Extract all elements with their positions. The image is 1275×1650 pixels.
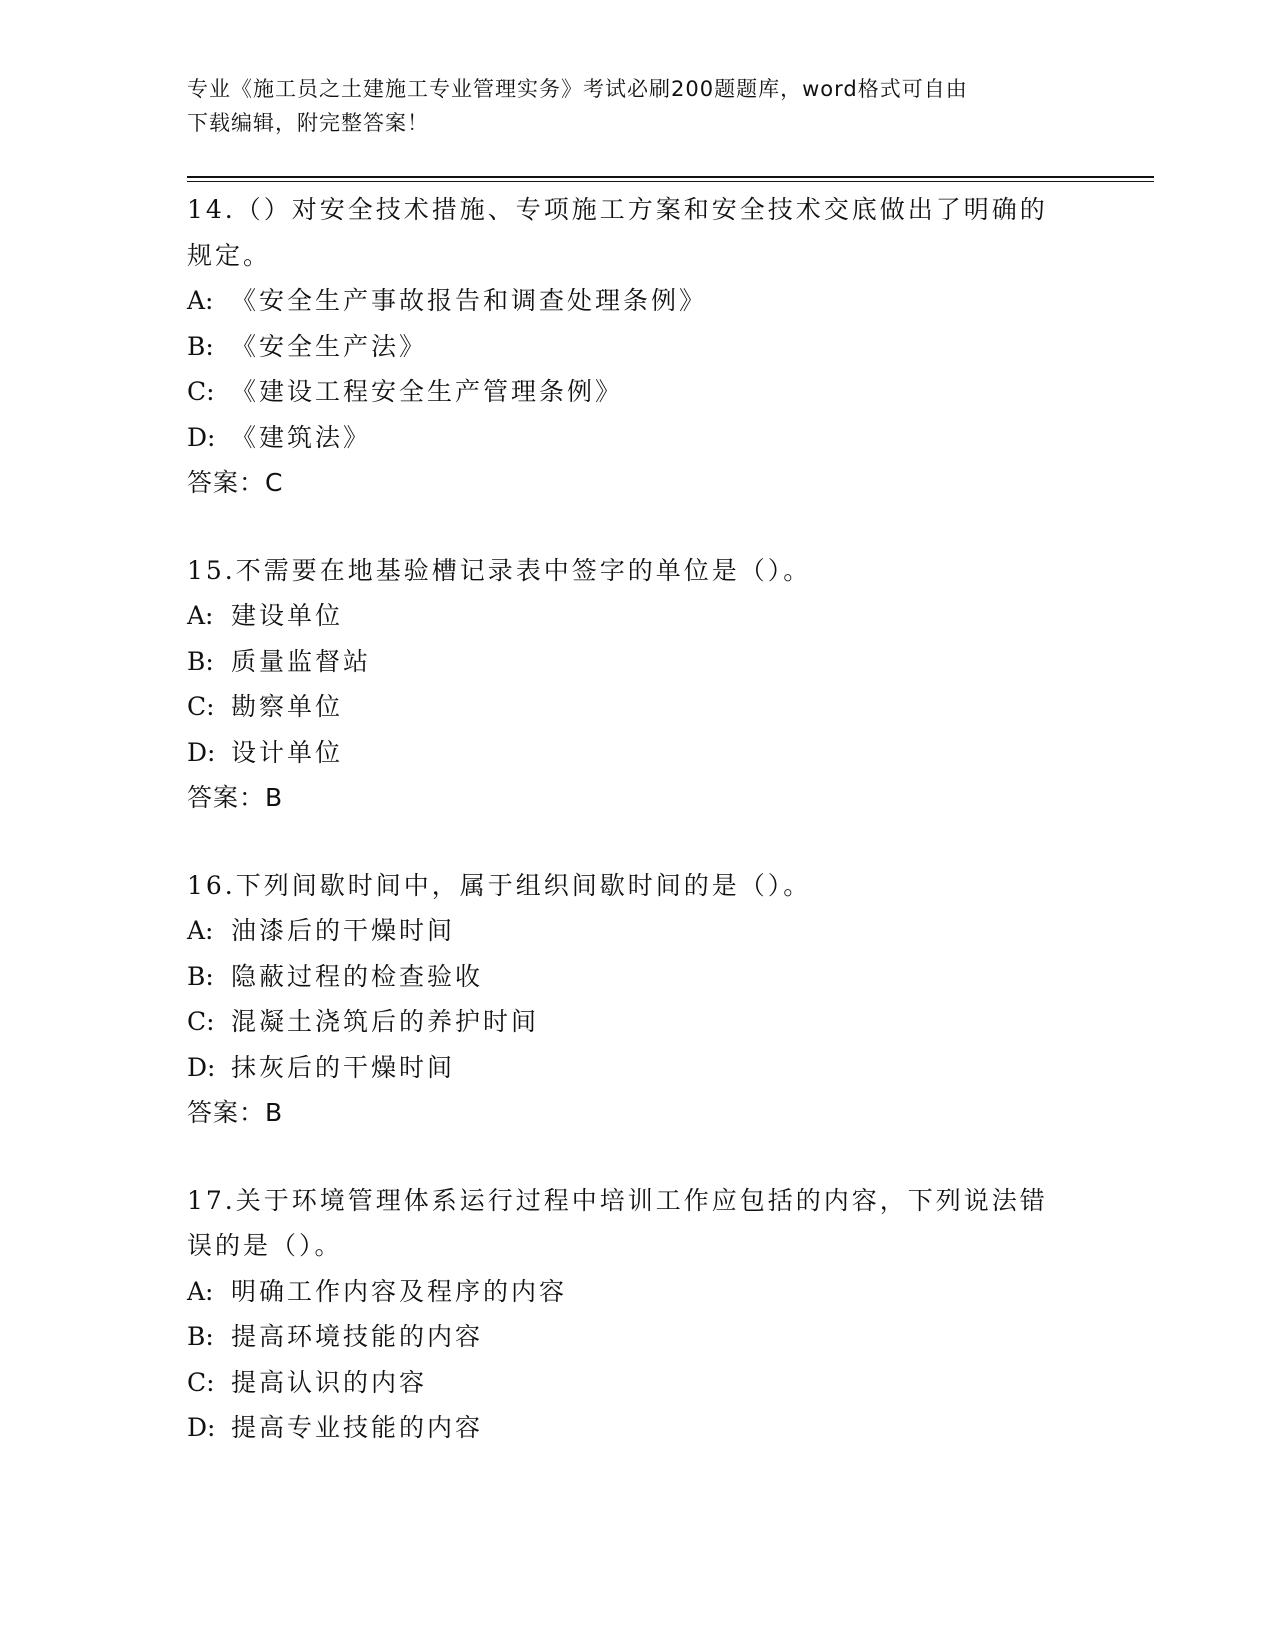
option-text: 《安全生产法》	[231, 331, 428, 361]
option-letter: B:	[187, 331, 214, 361]
option-letter: A:	[187, 286, 214, 315]
question-stem-line: 17.关于环境管理体系运行过程中培训工作应包括的内容，下列说法错	[187, 1185, 1048, 1215]
option-c	[187, 999, 1087, 1045]
option-c	[187, 1360, 1087, 1406]
option-b	[187, 1314, 1087, 1360]
option-text: 混凝土浇筑后的养护时间	[231, 1007, 540, 1036]
option-letter: A:	[187, 601, 214, 630]
option-letter: C:	[187, 692, 215, 721]
option-d	[187, 415, 1087, 461]
option-letter: B:	[187, 961, 214, 991]
question-stem-line: 误的是（）。	[187, 1231, 343, 1260]
document-header	[187, 72, 1067, 140]
question-stem-line: 16.下列间歇时间中，属于组织间歇时间的是（）。	[187, 870, 812, 900]
option-c	[187, 369, 1087, 415]
option-b	[187, 639, 1087, 685]
option-d	[187, 730, 1087, 776]
option-text: 《建设工程安全生产管理条例》	[231, 377, 624, 406]
option-letter: D:	[187, 737, 216, 767]
header-double-rule	[187, 176, 1154, 182]
question-14	[187, 187, 1087, 506]
option-text: 油漆后的干燥时间	[231, 916, 456, 945]
option-letter: D:	[187, 1052, 216, 1082]
option-d	[187, 1405, 1087, 1451]
option-letter: B:	[187, 646, 214, 676]
option-text: 明确工作内容及程序的内容	[231, 1276, 568, 1306]
question-15	[187, 548, 1087, 821]
option-letter: C:	[187, 377, 215, 406]
option-a	[187, 278, 1087, 324]
option-text: 《建筑法》	[231, 422, 372, 452]
option-text: 勘察单位	[231, 692, 344, 721]
option-letter: A:	[187, 916, 214, 945]
option-b	[187, 324, 1087, 370]
question-17	[187, 1178, 1087, 1451]
option-letter: D:	[187, 1413, 216, 1442]
option-letter: B:	[187, 1322, 214, 1351]
option-text: 隐蔽过程的检查验收	[231, 961, 484, 991]
option-text: 质量监督站	[231, 646, 372, 676]
option-text: 《安全生产事故报告和调查处理条例》	[231, 286, 708, 315]
option-text: 提高环境技能的内容	[231, 1322, 484, 1351]
question-16	[187, 863, 1087, 1136]
question-list	[187, 187, 1087, 1493]
header-line-1: 专业《施工员之土建施工专业管理实务》考试必刷200题题库，word格式可自由	[187, 77, 968, 101]
option-b	[187, 954, 1087, 1000]
option-a	[187, 908, 1087, 954]
option-text: 提高认识的内容	[231, 1367, 428, 1397]
option-letter: A:	[187, 1276, 214, 1306]
header-line-2: 下载编辑，附完整答案！	[187, 111, 429, 135]
question-stem-line: 15.不需要在地基验槽记录表中签字的单位是（）。	[187, 555, 812, 585]
answer-line: 答案：C	[187, 468, 284, 497]
option-text: 设计单位	[231, 737, 344, 767]
option-text: 建设单位	[231, 601, 344, 630]
option-letter: C:	[187, 1367, 215, 1397]
option-a	[187, 593, 1087, 639]
option-c	[187, 684, 1087, 730]
option-a	[187, 1269, 1087, 1315]
option-d	[187, 1045, 1087, 1091]
question-stem-line: 规定。	[187, 240, 272, 270]
answer-line: 答案：B	[187, 783, 284, 812]
option-letter: C:	[187, 1007, 215, 1036]
option-letter: D:	[187, 422, 216, 452]
option-text: 提高专业技能的内容	[231, 1413, 484, 1442]
answer-line: 答案：B	[187, 1098, 284, 1127]
option-text: 抹灰后的干燥时间	[231, 1052, 456, 1082]
question-stem-line: 14.（）对安全技术措施、专项施工方案和安全技术交底做出了明确的	[187, 195, 1048, 224]
